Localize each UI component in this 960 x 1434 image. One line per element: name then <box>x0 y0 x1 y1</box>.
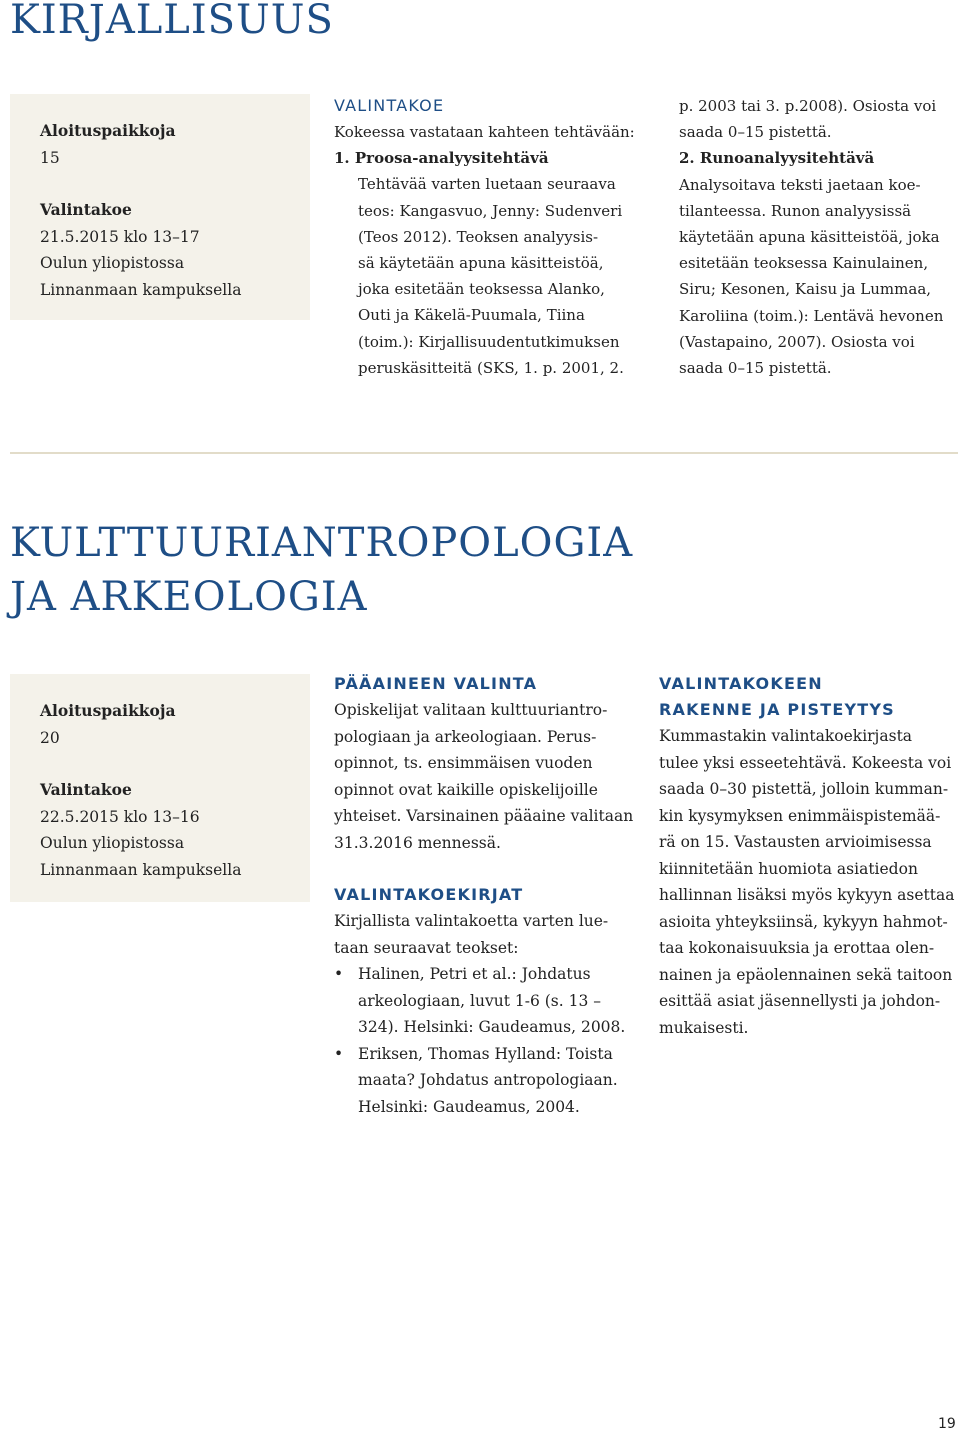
paragraph-line: mukaisesti. <box>659 1018 749 1037</box>
paragraph-line: nainen ja epäolennainen sekä taitoon <box>659 965 953 984</box>
info-box-kirjallisuus <box>10 94 310 320</box>
paragraph-line: kin kysymyksen enimmäispistemää- <box>659 806 941 825</box>
paragraph-line: teos: Kangasvuo, Jenny: Sudenveri <box>358 201 623 220</box>
paragraph-line: saada 0–30 pistettä, jolloin kumman- <box>659 780 949 798</box>
paragraph-line: Kirjallista valintakoetta varten lue- <box>334 912 609 930</box>
column-valintakoe <box>334 93 644 381</box>
paragraph-line: asioita yhteyksiinsä, kykyyn hahmot- <box>659 912 948 931</box>
info-exam-campus: Linnanmaan kampuksella <box>40 280 242 299</box>
paragraph-line: yhteiset. Varsinainen pääaine valitaan <box>334 807 634 825</box>
paragraph-line: Helsinki: Gaudeamus, 2004. <box>358 1097 580 1116</box>
info-value-aloituspaikkoja: 15 <box>40 148 60 167</box>
spacer <box>334 856 654 882</box>
info-exam-date: 22.5.2015 klo 13–16 <box>40 807 200 826</box>
paragraph-line: arkeologiaan, luvut 1-6 (s. 13 – <box>358 991 602 1010</box>
column-valintakokeen-rakenne <box>659 671 959 1041</box>
book-list-item <box>334 961 654 1041</box>
column-continuation <box>679 93 959 381</box>
paragraph-line: tulee yksi esseetehtävä. Kokeesta voi <box>659 753 952 772</box>
page-number: 19 <box>938 1416 956 1432</box>
paragraph-line: hallinnan lisäksi myös kykyyn asettaa <box>659 886 955 904</box>
paragraph-line: Siru; Kesonen, Kaisu ja Lummaa, <box>679 280 932 299</box>
paragraph-line: Tehtävää varten luetaan seuraava <box>358 175 616 194</box>
paragraph-line: käytetään apuna käsitteistöä, joka <box>679 228 940 247</box>
book-list-item <box>334 1041 654 1121</box>
task1-description <box>334 171 644 381</box>
heading-valintakokeen: VALINTAKOKEEN <box>659 674 823 693</box>
paragraph-line: Halinen, Petri et al.: Johdatus <box>358 965 591 983</box>
heading-valintakoe: VALINTAKOE <box>334 96 445 115</box>
paragraph-line: esitetään teoksessa Kainulainen, <box>679 254 929 273</box>
paragraph-line: maata? Johdatus antropologiaan. <box>358 1071 618 1089</box>
paragraph-line: 31.3.2016 mennessä. <box>334 833 501 852</box>
bullet-icon: • <box>334 965 344 983</box>
paragraph-line: (Teos 2012). Teoksen analyysis- <box>358 227 599 246</box>
task2-title: 2. Runoanalyysitehtävä <box>679 149 875 168</box>
paragraph-line: Eriksen, Thomas Hylland: Toista <box>358 1044 613 1063</box>
info-label-valintakoe: Valintakoe <box>40 200 132 219</box>
paragraph-line: 324). Helsinki: Gaudeamus, 2008. <box>358 1018 626 1036</box>
paragraph-line: p. 2003 tai 3. p.2008). Osiosta voi <box>679 97 937 115</box>
heading-valintakoekirjat: VALINTAKOEKIRJAT <box>334 885 524 904</box>
paragraph-line: taan seuraavat teokset: <box>334 938 519 957</box>
paragraph-line: (toim.): Kirjallisuudentutkimuksen <box>358 332 620 351</box>
paragraph-line: (Vastapaino, 2007). Osiosta voi <box>679 332 915 351</box>
paragraph-line: Opiskelijat valitaan kulttuuriantro- <box>334 701 608 719</box>
section-title-kirjallisuus: KIRJALLISUUS <box>10 0 334 43</box>
paragraph-line: tilanteessa. Runon analyysissä <box>679 201 912 220</box>
paragraph-line: opinnot ovat kaikille opiskelijoille <box>334 780 598 799</box>
paragraph-line: Karoliina (toim.): Lentävä hevonen <box>679 306 944 325</box>
paragraph-line: sä käytetään apuna käsitteistöä, <box>358 254 604 273</box>
paragraph-line: opinnot, ts. ensimmäisen vuoden <box>334 754 593 772</box>
intro-text: Kokeessa vastataan kahteen tehtävään: <box>334 123 635 141</box>
info-exam-date: 21.5.2015 klo 13–17 <box>40 227 200 246</box>
paragraph-line: kiinnitetään huomiota asiatiedon <box>659 859 918 878</box>
info-box-kulttuuriantropologia <box>10 674 310 902</box>
paragraph-line: saada 0–15 pistettä. <box>679 123 832 142</box>
info-label-aloituspaikkoja: Aloituspaikkoja <box>40 701 176 720</box>
bullet-icon: • <box>334 1044 344 1063</box>
paragraph-line: rä on 15. Vastausten arvioimisessa <box>659 833 932 851</box>
paragraph-line: joka esitetään teoksessa Alanko, <box>358 280 605 299</box>
heading-rakenne-ja-pisteytys: RAKENNE JA PISTEYTYS <box>659 700 895 719</box>
info-exam-campus: Linnanmaan kampuksella <box>40 860 242 879</box>
section-title-line2: JA ARKEOLOGIA <box>10 574 368 620</box>
paragraph-line: peruskäsitteitä (SKS, 1. p. 2001, 2. <box>358 358 624 377</box>
heading-paaaineen-valinta: PÄÄAINEEN VALINTA <box>334 674 538 693</box>
info-spacer <box>40 751 310 777</box>
paragraph-line: esittää asiat jäsennellysti ja johdon- <box>659 992 941 1010</box>
column-paaaineen-valinta <box>334 671 654 1120</box>
section-divider <box>10 452 958 454</box>
paragraph-line: pologiaan ja arkeologiaan. Perus- <box>334 727 597 746</box>
info-label-aloituspaikkoja: Aloituspaikkoja <box>40 121 176 140</box>
section-title-line1: KULTTUURIANTROPOLOGIA <box>10 520 634 566</box>
paragraph-line: Analysoitava teksti jaetaan koe- <box>679 175 921 194</box>
paragraph-line: taa kokonaisuuksia ja erottaa olen- <box>659 939 935 957</box>
paragraph-line: Kummastakin valintakoekirjasta <box>659 727 913 745</box>
info-exam-place: Oulun yliopistossa <box>40 834 185 852</box>
info-value-aloituspaikkoja: 20 <box>40 728 60 747</box>
paragraph-line: Outi ja Käkelä-Puumala, Tiina <box>358 306 585 325</box>
info-label-valintakoe: Valintakoe <box>40 780 132 799</box>
info-exam-place: Oulun yliopistossa <box>40 254 185 272</box>
info-spacer <box>40 171 310 197</box>
task1-title: 1. Proosa-analyysitehtävä <box>334 149 549 168</box>
paragraph-line: saada 0–15 pistettä. <box>679 359 832 378</box>
